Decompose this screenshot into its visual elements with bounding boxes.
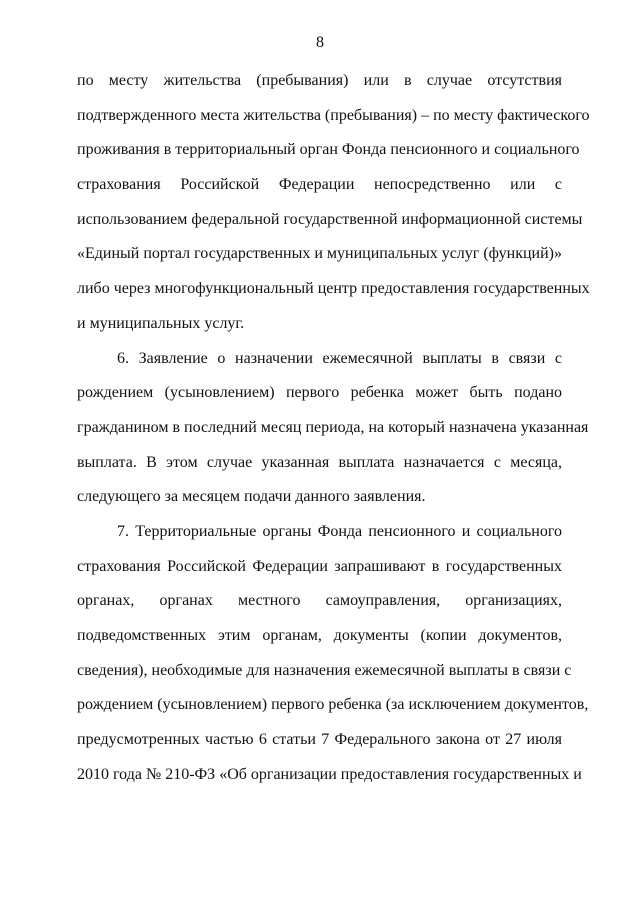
text-line: подтвержденного места жительства (пребывания) – по месту фактического — [77, 106, 590, 124]
text-line: использованием федеральной государственной информационной системы — [77, 210, 583, 228]
text-line: проживания в территориальный орган Фонда пенсионного и социального — [77, 141, 580, 159]
text-line: органах, органах местного самоуправления, организациях, — [77, 592, 562, 610]
text-line: сведения), необходимые для назначения ежемесячной выплаты в связи с — [77, 661, 572, 679]
text-line: и муниципальных услуг. — [77, 314, 245, 332]
text-line: 6. Заявление о назначении ежемесячной выплаты в связи с — [117, 349, 562, 367]
text-line: выплата. В этом случае указанная выплата назначается с месяца, — [77, 453, 562, 471]
paragraph — [77, 515, 589, 793]
text-line: рождением (усыновлением) первого ребенка может быть подано — [77, 384, 562, 402]
paragraph — [77, 342, 589, 515]
page-number: 8 — [316, 34, 324, 51]
text-line: предусмотренных частью 6 статьи 7 Федерального закона от 27 июля — [77, 731, 562, 749]
text-line: рождением (усыновлением) первого ребенка (за исключением документов, — [77, 696, 589, 714]
text-line: гражданином в последний месяц периода, на который назначена указанная — [77, 418, 589, 436]
paragraph — [77, 64, 590, 342]
text-line: 2010 года № 210-ФЗ «Об организации предоставления государственных и — [77, 765, 582, 783]
text-line: 7. Территориальные органы Фонда пенсионного и социального — [117, 522, 562, 540]
document-body — [77, 64, 590, 792]
text-line: страхования Российской Федерации непосредственно или с — [77, 176, 562, 194]
text-line: «Единый портал государственных и муниципальных услуг (функций)» — [77, 245, 562, 263]
text-line: следующего за месяцем подачи данного заявления. — [77, 488, 426, 506]
text-line: по месту жительства (пребывания) или в случае отсутствия — [77, 72, 562, 89]
text-line: либо через многофункциональный центр предоставления государственных — [77, 280, 590, 298]
text-line: подведомственных этим органам, документы (копии документов, — [77, 627, 562, 644]
text-line: страхования Российской Федерации запрашивают в государственных — [77, 557, 562, 575]
